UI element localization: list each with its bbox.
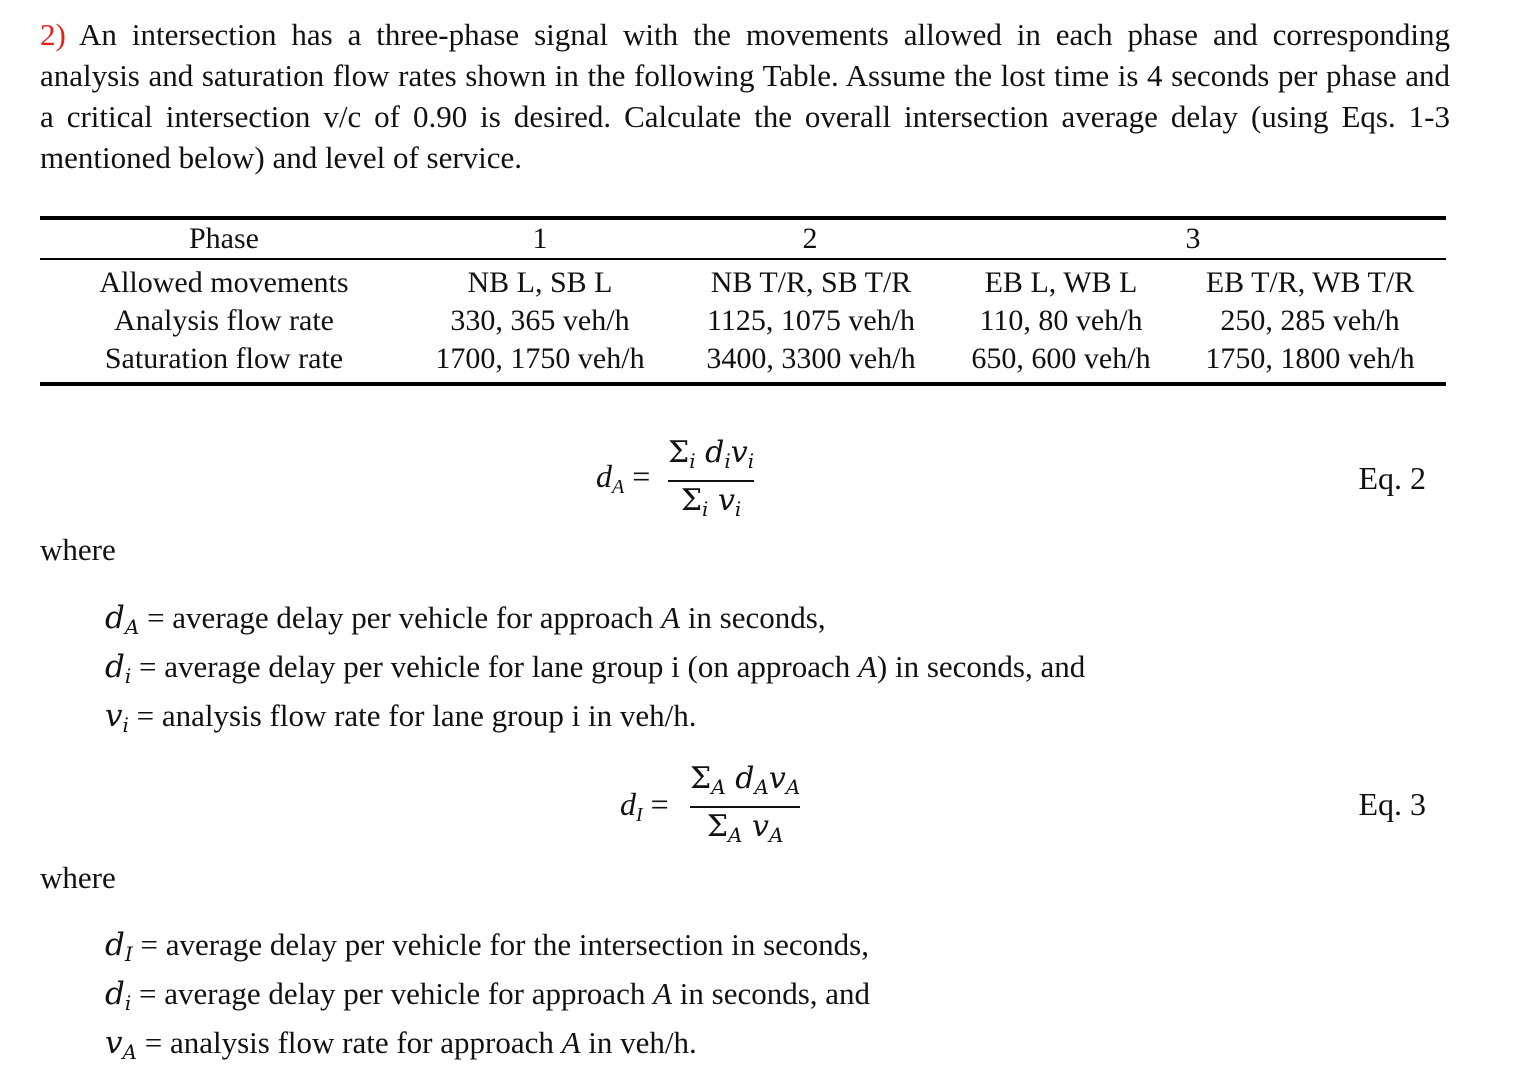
eq3-fraction [690,762,800,852]
eq2-fraction-bar [668,480,754,482]
problem-number: 2) [40,17,66,52]
table-header-row [40,220,1446,258]
table-cell: 330, 365 veh/h [450,304,630,337]
table-row [40,340,1446,378]
eq2-lhs: $d_A$ = [596,458,651,498]
eq3-lhs: $d_I$ = [620,786,669,826]
definition-line: $v_i$ = analysis flow rate for lane group i in veh/h. [105,698,697,737]
table-cell: 650, 600 veh/h [971,342,1151,375]
table-body [40,260,1446,382]
definition-line: $d_i$ = average delay per vehicle for lane group i (on approach A) in seconds, and [105,649,1086,688]
row-label: Analysis flow rate [114,304,334,337]
phase-table [40,216,1446,386]
table-cell: 1750, 1800 veh/h [1205,342,1415,375]
table-cell: EB L, WB L [984,266,1138,299]
table-cell: 1125, 1075 veh/h [706,304,916,337]
eq2-fraction [668,436,754,526]
eq2-label: Eq. 2 [1358,460,1426,496]
eq3-denominator: $\Sigma_A$ $v_A$ [706,809,784,847]
header-phase: Phase [189,222,259,255]
table-row [40,302,1446,340]
problem-text: An intersection has a three-phase signal with the movements allowed in each phase and corresponding analysis and saturation flow rates shown in the following Table. Assume the lost time is 4 seconds per phase and a critical intersection v/c of 0.90 is desired. Calculate the overall intersection average delay (using Eqs. 1-3 mentioned below) and level of service. [40,17,1451,175]
eq3-where: where [40,860,116,895]
eq3-fraction-bar [690,806,800,808]
table-bottom-rule [40,382,1446,386]
header-phase-1: 1 [532,222,548,255]
header-phase-2: 2 [802,222,818,255]
eq2-denominator: $\Sigma_i$ $v_i$ [680,483,742,521]
definition-line: $d_i$ = average delay per vehicle for approach A in seconds, and [105,976,871,1015]
definition-line: $v_A$ = analysis flow rate for approach A in veh/h. [105,1025,697,1064]
row-label: Allowed movements [99,266,349,299]
table-cell: EB T/R, WB T/R [1205,266,1415,299]
table-row [40,264,1446,302]
eq2-numerator: $\Sigma_i$ $d_iv_i$ [668,435,755,473]
table-cell: 250, 285 veh/h [1220,304,1400,337]
row-label: Saturation flow rate [104,342,344,375]
eq2-where: where [40,532,116,567]
definition-line: $d_A$ = average delay per vehicle for approach A in seconds, [105,600,826,639]
table-cell: NB T/R, SB T/R [710,266,912,299]
table-cell: 3400, 3300 veh/h [706,342,916,375]
table-cell: 110, 80 veh/h [979,304,1143,337]
problem-statement [40,14,1450,178]
header-phase-3: 3 [1185,222,1201,255]
eq3-label: Eq. 3 [1358,786,1426,822]
eq3-definitions [105,925,870,1072]
table-cell: 1700, 1750 veh/h [435,342,645,375]
eq2-definitions [105,598,1085,745]
table-cell: NB L, SB L [467,266,613,299]
eq3-numerator: $\Sigma_A$ $d_Av_A$ [690,761,801,799]
definition-line: $d_I$ = average delay per vehicle for the intersection in seconds, [105,927,869,966]
